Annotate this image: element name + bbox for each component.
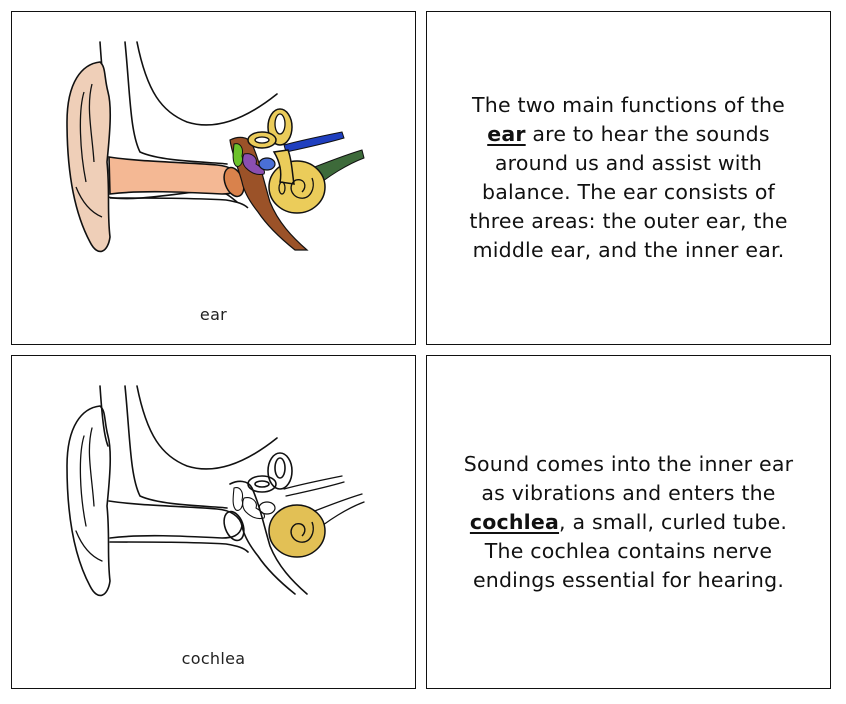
cochlea-diagram — [12, 356, 414, 646]
ear-diagram — [12, 12, 414, 302]
keyword-ear: ear — [487, 122, 526, 146]
card-cochlea-picture — [11, 355, 416, 689]
oval-window — [259, 158, 275, 170]
ear-canal — [109, 157, 242, 194]
vestibular-nerve — [284, 132, 344, 152]
caption-ear: ear — [199, 305, 228, 324]
definition-text-after: are to hear the sounds around us and assist with balance. The ear consists of three areas: the outer ear, the middle ear, and the inner ear. — [469, 122, 788, 262]
definition-text-cochlea — [464, 450, 794, 595]
card-ear-picture — [11, 11, 416, 345]
cochlea-highlight — [269, 505, 325, 557]
definition-text-ear — [464, 91, 794, 265]
ossicle-malleus — [233, 144, 242, 167]
keyword-cochlea: cochlea — [469, 509, 560, 534]
definition-text-after: , a small, curled tube. The cochlea contains nerve endings essential for hearing. — [472, 509, 788, 592]
definition-text-before: Sound comes into the inner ear as vibrations and enters the — [463, 451, 794, 505]
caption-cochlea: cochlea — [181, 649, 246, 668]
definition-text-before: The two main functions of the — [472, 93, 785, 117]
pinna — [67, 62, 110, 251]
card-ear-definition — [426, 11, 831, 345]
card-cochlea-definition — [426, 355, 831, 689]
